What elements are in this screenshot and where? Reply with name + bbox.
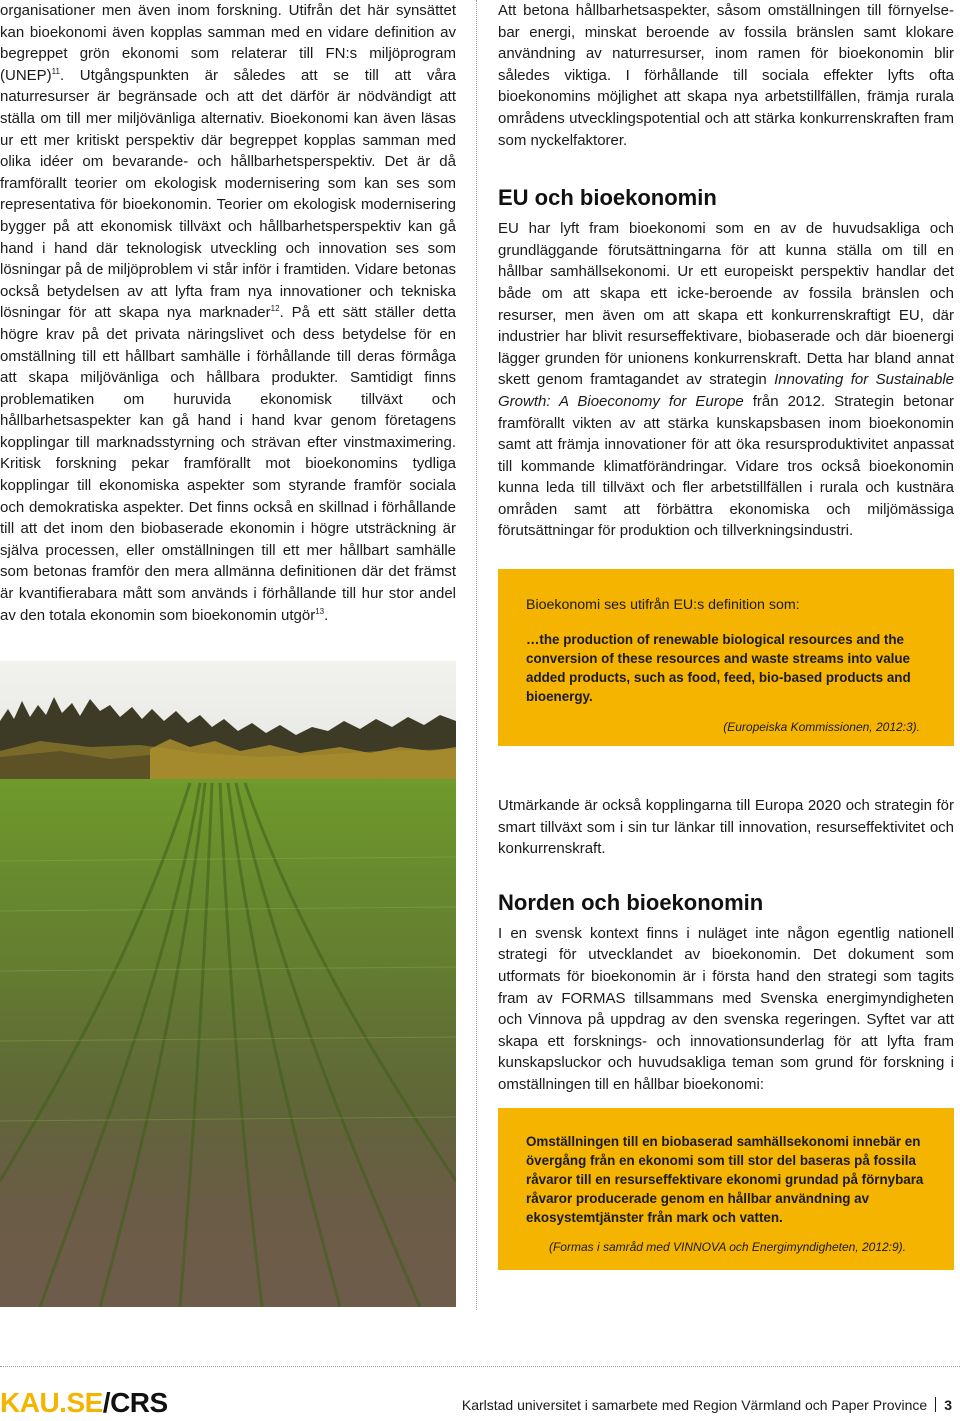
kau-crs-logo[interactable] bbox=[0, 1386, 168, 1420]
paragraph-text: EU har lyft fram bioekonomi som en av de huvudsakliga och grundläggande förutsättningarna för att kunna ställa om till en hållbar samhällsekonomi. Ur ett europeiskt perspektiv handlar det både om att skapa ett icke-beroende av fossila bränslen och resurser, men även om att skapa ett konkurrenskraftigt EU, där industrier har blivit resurseffektivare, biobaserade och där bioenergi lägger grunden för unionens konkurrenskraft. Detta har bland annat skett genom framtagandet av strategin bbox=[498, 220, 954, 389]
right-column bbox=[498, 0, 954, 542]
box-citation: (Formas i samråd med VINNOVA och Energimyndigheten, 2012:9). bbox=[548, 1240, 906, 1254]
paragraph-text: . På ett sätt ställer detta högre krav på det privata näringslivet och dess betydelse för en omställning till ett hållbart samhälle i förhållande till deras förmåga att skapa miljövänliga och hållbara produkter. Samtidigt finns problematiken om huruvida ekonomisk tillväxt och hållbarhetsaspekter kan gå hand i hand kvar genom företagens kopplingar till marknadsstyrning och strävan efter vinstmaximering. Kritisk forskning pekar framförallt mot bioekonomins tydliga kopplingar till ekonomiska aspekter som styrande framför sociala och demokratiska aspekter. Det finns också en skillnad i förhållande till att det inom den biobaserade ekonomin i högre utsträckning är själva processen, eller omställningen till ett mer hållbart samhälle som betonas framför den mera allmänna definitionen där det främst är kvantifierabara mått som används i förhållande till hur stor andel av den totala ekonomin som bioekonomin utgör bbox=[0, 304, 456, 624]
logo-part-1: KAU.SE bbox=[0, 1387, 103, 1418]
norden-paragraph: I en svensk kontext finns i nuläget inte någon egentlig nationell strategi för utvecklandet av bioekonomin. Det dokument som utformats för bioekonomin är i första hand den strategi som tagits fram av FORMAS tillsammans med Svenska energimyndigheten och Vinnova på uppdrag av den svenska regeringen. Syftet var att skapa ett forsknings- och innovationsunderlag för att lyfta fram kunskapsluckor och huvudsakliga teman som grund för forskning i omställningen till en hållbar bioekonomi: bbox=[498, 924, 954, 1093]
formas-quote-box bbox=[498, 1108, 954, 1270]
europa-paragraph: Utmärkande är också kopplingarna till Europa 2020 och strategin för smart tillväxt som i sin tur länkar till innovation, resurseffektivitet och konkurrenskraft. bbox=[498, 797, 954, 858]
footnote-ref: 12 bbox=[270, 304, 280, 314]
left-column bbox=[0, 0, 456, 626]
footnote-ref: 11 bbox=[51, 66, 60, 76]
eu-heading: EU och bioekonomin bbox=[498, 185, 717, 211]
footer-divider bbox=[0, 1366, 960, 1367]
norden-section bbox=[498, 795, 954, 1096]
field-photo-graphic bbox=[0, 661, 456, 1307]
box-quote: Omställningen till en biobaserad samhällsekonomi innebär en övergång från en ekonomi som till stor del baseras på fossila råvaror till en resurseffektivare ekonomi grundad på förnybara råvaror producerade genom en hållbar användning av ekosystemtjänster från mark och vatten. bbox=[526, 1134, 924, 1225]
column-divider bbox=[476, 0, 477, 1310]
left-paragraph bbox=[0, 0, 456, 626]
footer-caption bbox=[462, 1395, 952, 1415]
box-quote: …the production of renewable biological resources and the conversion of these resources and waste streams into value added products, such as food, feed, bio-based products and bioenergy. bbox=[526, 632, 911, 704]
footer-separator bbox=[935, 1397, 936, 1412]
paragraph-text: från 2012. Strategin betonar framförallt vikten av att stärka kunskapsbasen inom bioekonomin samt att främja innovationer för att öka resursproduktivitet anpassat till kommande klimatförändringar. Vidare tros också bioekonomin kunna leda till tillväxt och fler arbetstillfällen i rurala och kustnära områden samt att förbättra ekonomiska och miljömässiga förutsättningar för produktion och tillverkningsindustri. bbox=[498, 392, 954, 540]
paragraph-text: . Utgångspunkten är således att se till att våra naturresurser är begränsade och att det därför är nödvändigt att ställa om till mer miljövänliga alternativ. Bioekonomi kan även läsas ur ett mer kritiskt perspektiv där begreppet kopplas samman med olika idéer om bevarande- och hållbarhetsperspektiv. Det är då framförallt teorier om ekologisk modernisering som kan ses som representativa för bioekonomin. Teorier om ekologisk modernisering bygger på att ekonomisk tillväxt och hållbarhetsperspektiv kan gå hand i hand där teknologisk utveckling och innovation ses som lösningar på de miljöproblem vi står inför i framtiden. Vidare betonas också betydelsen av att lyfta fram nya innovationer och tekniska lösningar för att skapa nya marknader bbox=[0, 66, 456, 322]
eu-paragraph bbox=[498, 218, 954, 542]
logo-part-2: /CRS bbox=[102, 1387, 168, 1418]
footer-text: Karlstad universitet i samarbete med Region Värmland och Paper Province bbox=[461, 1397, 928, 1413]
intro-paragraph: Att betona hållbarhetsaspekter, såsom omställningen till förnyelse-bar energi, minskat beroende av fossila bränslen samt klokare användning av naturresurser, inom ramen för bioekonomin blir således viktiga. I förhållande till sociala effekter lyfts ofta bioekonomins möjlighet att skapa nya arbetstillfällen, främja rurala områdens utvecklingspotential och att stärka konkurrenskraften fram som nyckelfaktorer. bbox=[498, 2, 954, 149]
norden-heading: Norden och bioekonomin bbox=[498, 889, 764, 915]
footnote-ref: 13 bbox=[315, 606, 325, 616]
paragraph-text: . bbox=[324, 606, 329, 624]
field-photo bbox=[0, 661, 456, 1307]
box-citation: (Europeiska Kommissionen, 2012:3). bbox=[723, 720, 920, 734]
box-intro: Bioekonomi ses utifrån EU:s definition som: bbox=[526, 597, 800, 613]
paragraph-text: organisationer men även inom forskning. Utifrån det här synsättet kan bioekonomi även kopplas samman med en vidare definition av begreppet grön ekonomi som relaterar till FN:s miljöprogram (UNEP) bbox=[0, 2, 456, 84]
strategy-title: Innovating for Sustainable Growth: A Bioeconomy for Europe bbox=[498, 371, 954, 410]
page-number: 3 bbox=[944, 1397, 952, 1413]
eu-definition-box bbox=[498, 569, 954, 746]
